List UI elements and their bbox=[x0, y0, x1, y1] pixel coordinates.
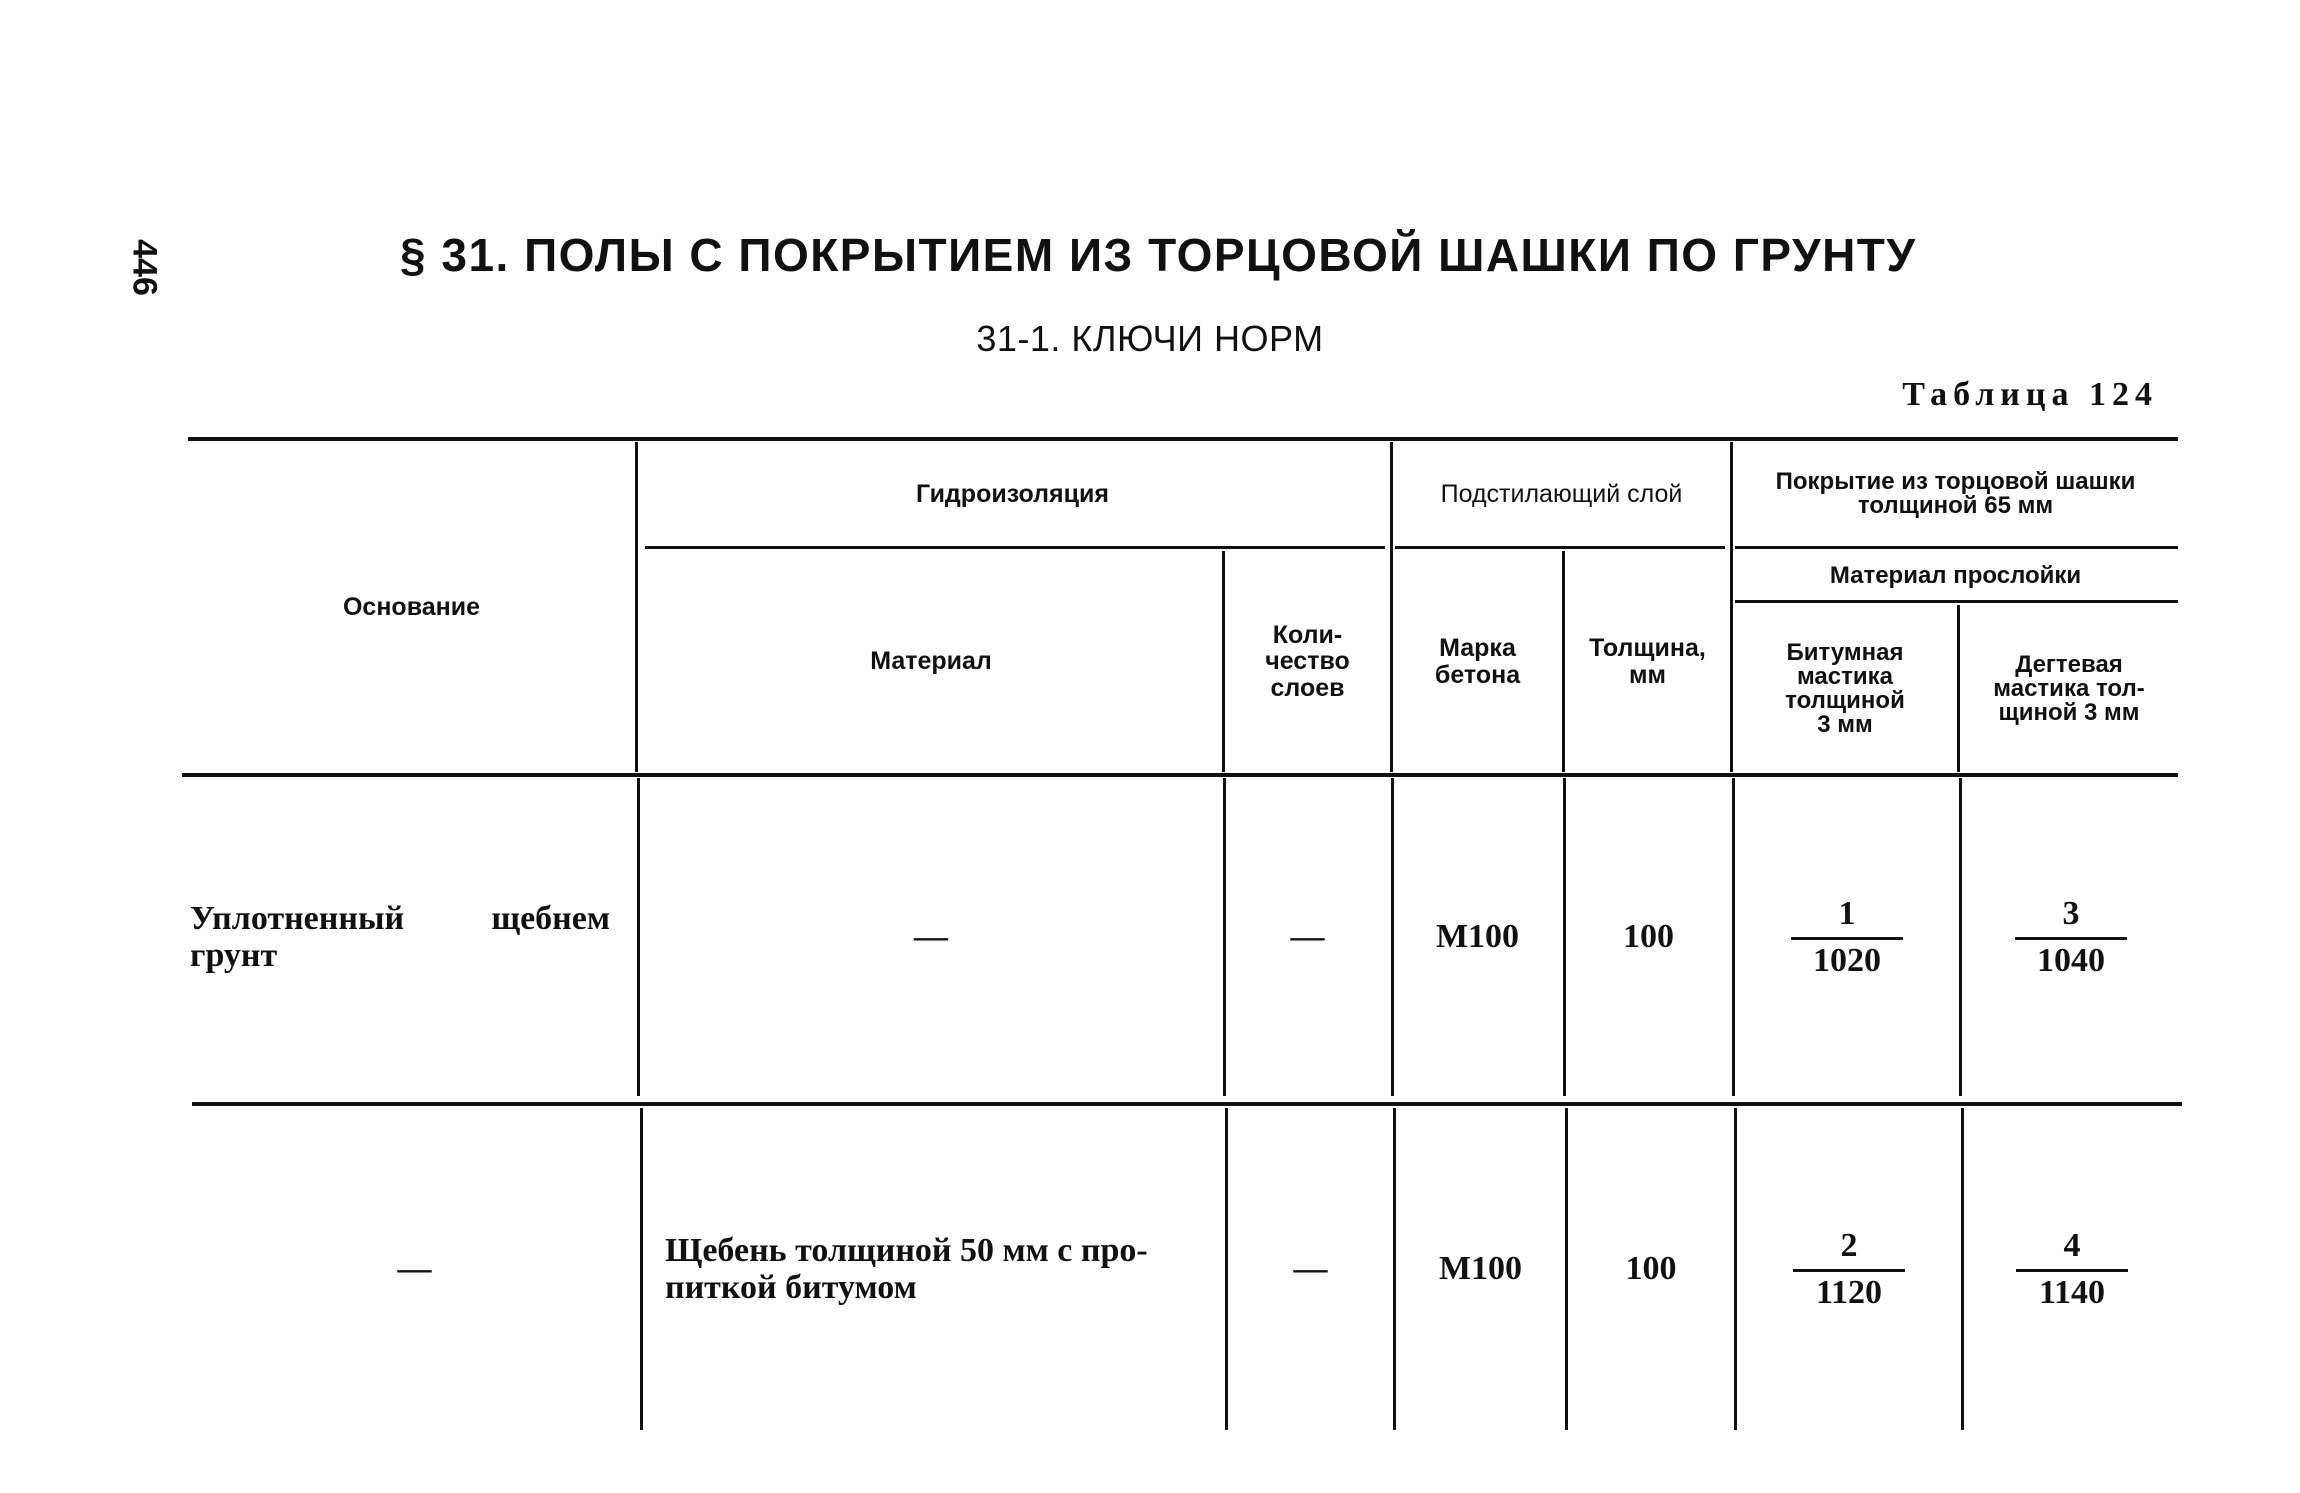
header-interlayer-material: Материал прослойки bbox=[1829, 561, 2082, 589]
row2-concrete-grade: М100 bbox=[1438, 1250, 1523, 1288]
header-layers-count: Коли- чество слоев bbox=[1265, 621, 1350, 702]
row1-material: — bbox=[914, 918, 948, 956]
row2-base: — bbox=[397, 1250, 432, 1288]
header-tar-mastic: Дегтевая мастика тол- щиной 3 мм bbox=[1993, 650, 2145, 726]
row1-thickness: 100 bbox=[1623, 918, 1674, 956]
row1-layers-count: — bbox=[1290, 918, 1325, 956]
row1-base-word1: Уплотненный bbox=[190, 899, 405, 937]
row2-tar-numerator: 4 bbox=[2063, 1227, 2081, 1265]
table-top-rule bbox=[188, 437, 2178, 441]
header-thickness: Толщина, мм bbox=[1589, 634, 1706, 689]
underlayer-underline bbox=[1395, 546, 1725, 549]
row1-base-word2: щебнем bbox=[491, 899, 610, 937]
header-coating: Покрытие из торцовой шашки толщиной 65 мм bbox=[1775, 468, 2136, 519]
row2-layers-count: — bbox=[1293, 1250, 1328, 1288]
row2-tar-fraction bbox=[2016, 1227, 2128, 1311]
header-waterproofing: Гидроизоляция bbox=[916, 479, 1109, 508]
table-label: Таблица 124 bbox=[1902, 376, 2158, 413]
row1-base bbox=[190, 778, 610, 1096]
row1-bitumen-fraction bbox=[1791, 895, 1903, 979]
row1-tar-key bbox=[1962, 778, 2180, 1096]
interlayer-underline bbox=[1735, 600, 2178, 603]
row2-thickness: 100 bbox=[1625, 1250, 1677, 1288]
row1-concrete-grade: М100 bbox=[1435, 918, 1520, 956]
row-separator-rule bbox=[192, 1102, 2182, 1106]
row1-tar-fraction bbox=[2015, 895, 2127, 979]
page-number: 446 bbox=[125, 239, 164, 296]
col-rule-1 bbox=[635, 442, 638, 772]
row1-tar-numerator: 3 bbox=[2062, 895, 2080, 933]
header-underlayer: Подстилающий слой bbox=[1440, 479, 1683, 508]
row2-bitumen-denominator: 1120 bbox=[1815, 1273, 1883, 1311]
header-concrete-grade: Марка бетона bbox=[1434, 634, 1521, 689]
row1-base-word3: грунт bbox=[190, 937, 278, 974]
row1-bitumen-numerator: 1 bbox=[1838, 895, 1856, 933]
coating-underline bbox=[1735, 546, 2178, 549]
row1-bitumen-denominator: 1020 bbox=[1813, 941, 1881, 979]
col-rule-1 bbox=[640, 1108, 643, 1430]
row2-tar-denominator: 1140 bbox=[2038, 1273, 2106, 1311]
row2-bitumen-fraction bbox=[1793, 1227, 1905, 1311]
row2-bitumen-numerator: 2 bbox=[1840, 1227, 1858, 1265]
header-material: Материал bbox=[870, 647, 992, 676]
header-bottom-rule bbox=[182, 773, 2178, 777]
row2-tar-key bbox=[1964, 1108, 2180, 1430]
header-base: Основание bbox=[342, 592, 481, 621]
row1-tar-denominator: 1040 bbox=[2037, 941, 2105, 979]
subsection-heading: 31-1. КЛЮЧИ НОРМ bbox=[976, 318, 1324, 359]
row2-material: Щебень толщиной 50 мм с про- питкой битумом bbox=[665, 1231, 1148, 1306]
section-heading: § 31. ПОЛЫ С ПОКРЫТИЕМ ИЗ ТОРЦОВОЙ ШАШКИ ПО ГРУНТУ bbox=[400, 229, 1917, 281]
row2-bitumen-key bbox=[1737, 1108, 1961, 1430]
waterproofing-underline bbox=[645, 546, 1385, 549]
row1-bitumen-key bbox=[1735, 778, 1959, 1096]
header-bitumen-mastic: Битумная мастика толщиной 3 мм bbox=[1785, 638, 1905, 738]
